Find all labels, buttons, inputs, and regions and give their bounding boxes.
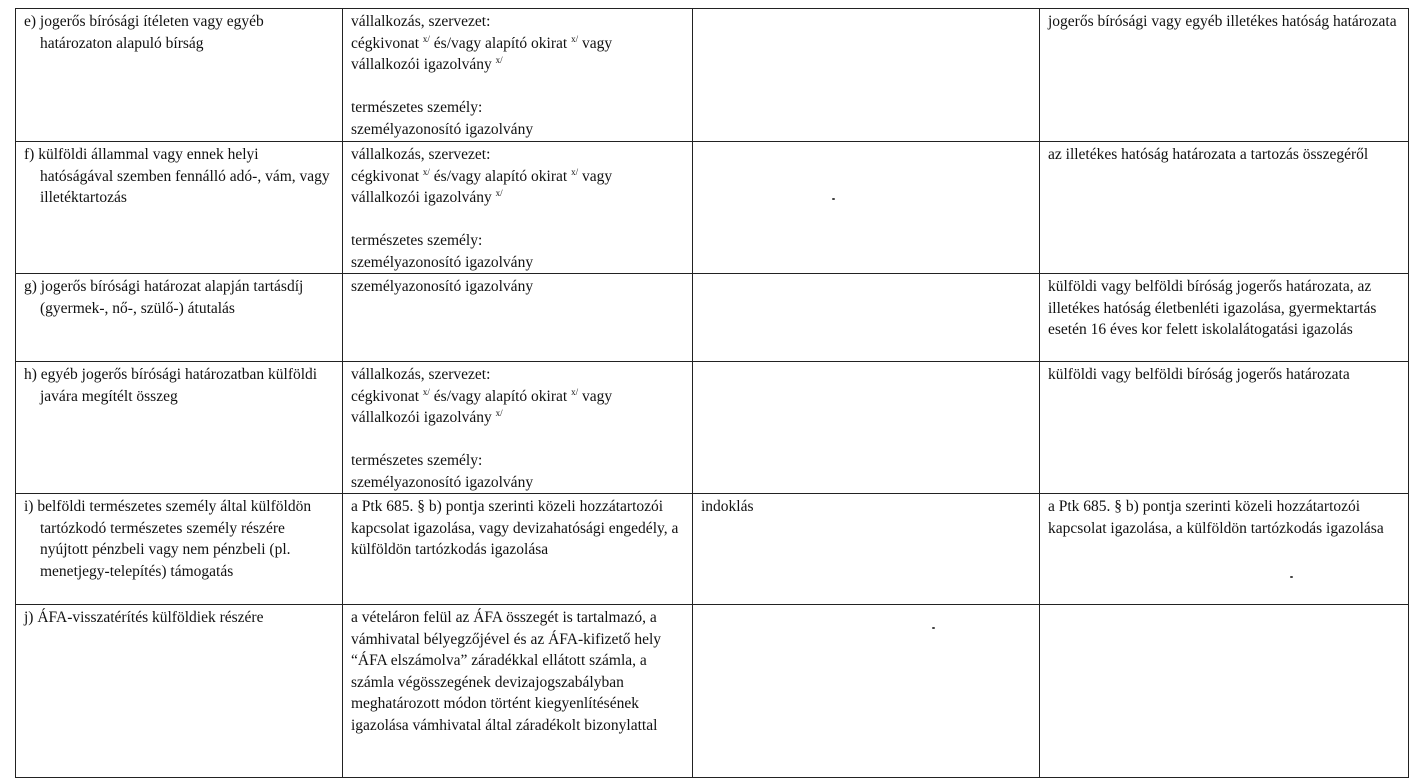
transaction-type-text: e) jogerős bírósági ítéleten vagy egyéb határozaton alapuló bírság <box>24 13 264 52</box>
footnote-mark: x/ <box>571 386 579 397</box>
scan-speck <box>1290 576 1293 578</box>
identity-document-text: személyazonosító igazolvány <box>351 278 534 295</box>
articles-text: és/vagy alapító okirat <box>433 167 568 185</box>
transaction-type-text: f) külföldi állammal vagy ennek helyi hatóságával szemben fennálló adó-, vám, vagy illetéktartozás <box>24 146 330 206</box>
footnote-mark: x/ <box>422 33 430 44</box>
identity-document-text: a vételáron felül az ÁFA összegét is tartalmazó, a vámhivatal bélyegzőjével és az ÁFA-kifizető hely “ÁFA elszámolva” záradékkal ellátott számla, a számla végösszegének devizajogszabályban meghatározott módon történt kiegyenlítésének igazolása vámhivatal által záradékolt bizonylattal <box>351 609 662 734</box>
table-row <box>16 605 1409 778</box>
supporting-document-text: jogerős bírósági vagy egyéb illetékes hatóság határozata <box>1048 13 1397 30</box>
business-licence-line <box>351 407 684 429</box>
company-documents-line <box>351 166 684 188</box>
or-text: vagy <box>581 34 613 52</box>
id-card-text: személyazonosító igazolvány <box>351 473 534 491</box>
scan-speck <box>832 198 835 200</box>
transaction-type-cell <box>16 362 343 494</box>
business-licence-text: vállalkozói igazolvány <box>351 189 492 206</box>
identity-document-cell <box>343 494 693 605</box>
table-row <box>16 274 1409 362</box>
transaction-type-cell <box>16 274 343 362</box>
identity-document-cell <box>343 9 693 142</box>
table-row <box>16 494 1409 605</box>
articles-text: és/vagy alapító okirat <box>433 34 568 52</box>
id-card-text: személyazonosító igazolvány <box>351 253 534 271</box>
justification-cell <box>693 274 1040 362</box>
or-text: vagy <box>581 167 613 185</box>
table-row <box>16 362 1409 494</box>
business-licence-line <box>351 54 684 76</box>
transaction-type-cell <box>16 494 343 605</box>
identity-document-cell <box>343 274 693 362</box>
company-documents-line <box>351 386 684 408</box>
transaction-type-text: j) ÁFA-visszatérítés külföldiek részére <box>24 609 264 626</box>
transaction-type-cell <box>16 605 343 778</box>
entity-label: vállalkozás, szervezet: <box>351 13 491 30</box>
table-row <box>16 142 1409 274</box>
justification-cell <box>693 494 1040 605</box>
business-licence-text: vállalkozói igazolvány <box>351 56 492 73</box>
company-extract-text: cégkivonat <box>351 167 420 185</box>
supporting-document-text: a Ptk 685. § b) pontja szerinti közeli hozzátartozói kapcsolat igazolása, a külföldön tartózkodás igazolása <box>1048 498 1384 537</box>
transaction-type-text: h) egyéb jogerős bírósági határozatban külföldi javára megítélt összeg <box>24 366 318 405</box>
justification-cell <box>693 605 1040 778</box>
transaction-type-text: i) belföldi természetes személy által külföldön tartózkodó természetes személy részére nyújtott pénzbeli vagy nem pénzbeli (pl. menetjegy-telepítés) támogatás <box>24 498 312 580</box>
transaction-type-cell <box>16 9 343 142</box>
footnote-mark: x/ <box>571 33 579 44</box>
supporting-document-cell <box>1040 142 1409 274</box>
footnote-mark: x/ <box>571 166 579 177</box>
supporting-document-text: az illetékes hatóság határozata a tartozás összegéről <box>1048 146 1369 163</box>
footnote-mark: x/ <box>495 407 503 418</box>
natural-person-label: természetes személy: <box>351 232 483 249</box>
business-licence-line <box>351 187 684 209</box>
company-extract-text: cégkivonat <box>351 34 420 52</box>
identity-document-text: a Ptk 685. § b) pontja szerinti közeli hozzátartozói kapcsolat igazolása, vagy devizahatósági engedély, a külföldön tartózkodás igazolása <box>351 498 679 558</box>
supporting-document-cell <box>1040 9 1409 142</box>
supporting-document-cell <box>1040 362 1409 494</box>
company-documents-line <box>351 33 684 55</box>
footnote-mark: x/ <box>495 54 503 65</box>
supporting-document-cell <box>1040 605 1409 778</box>
justification-cell <box>693 9 1040 142</box>
supporting-document-cell <box>1040 274 1409 362</box>
identity-document-cell <box>343 362 693 494</box>
footnote-mark: x/ <box>495 187 503 198</box>
footnote-mark: x/ <box>422 386 430 397</box>
or-text: vagy <box>581 387 613 405</box>
id-card-text: személyazonosító igazolvány <box>351 120 534 138</box>
justification-text: indoklás <box>701 498 754 515</box>
entity-label: vállalkozás, szervezet: <box>351 366 491 383</box>
company-extract-text: cégkivonat <box>351 387 420 405</box>
requirements-table <box>15 8 1409 778</box>
business-licence-text: vállalkozói igazolvány <box>351 409 492 426</box>
supporting-document-text: külföldi vagy belföldi bíróság jogerős határozata, az illetékes hatóság életbenléti igazolása, gyermektartás esetén 16 éves kor felett iskolalátogatási igazolás <box>1048 278 1377 338</box>
justification-cell <box>693 142 1040 274</box>
justification-cell <box>693 362 1040 494</box>
transaction-type-text: g) jogerős bírósági határozat alapján tartásdíj (gyermek-, nő-, szülő-) átutalás <box>24 278 304 317</box>
transaction-type-cell <box>16 142 343 274</box>
natural-person-label: természetes személy: <box>351 99 483 116</box>
supporting-document-text: külföldi vagy belföldi bíróság jogerős határozata <box>1048 366 1350 383</box>
supporting-document-cell <box>1040 494 1409 605</box>
identity-document-cell <box>343 142 693 274</box>
entity-label: vállalkozás, szervezet: <box>351 146 491 163</box>
table-row <box>16 9 1409 142</box>
scan-speck <box>932 627 935 629</box>
articles-text: és/vagy alapító okirat <box>433 387 568 405</box>
identity-document-cell <box>343 605 693 778</box>
footnote-mark: x/ <box>422 166 430 177</box>
natural-person-label: természetes személy: <box>351 452 483 469</box>
